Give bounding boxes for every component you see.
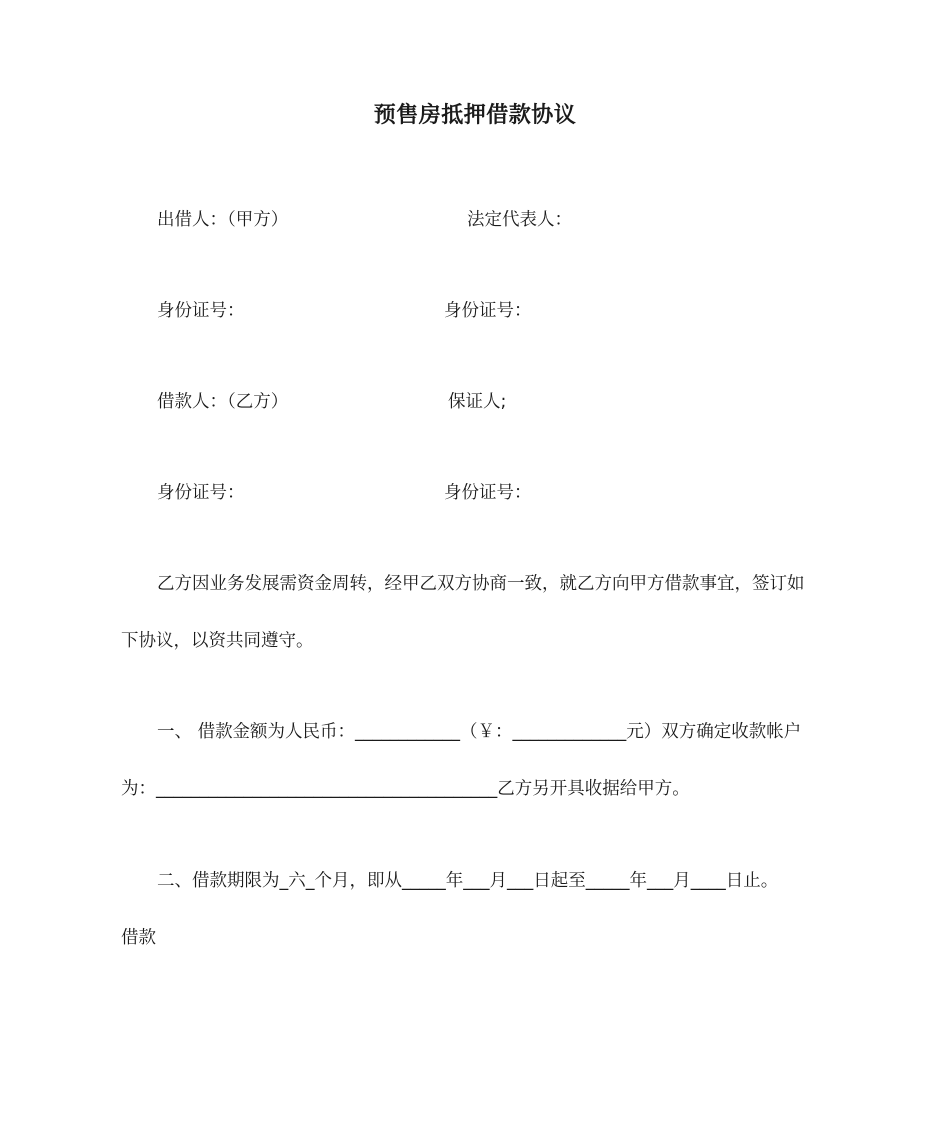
clause-1-line-2: 为：_______________________________________乙方另开具收据给甲方。 [121,779,690,799]
clause-1-line-1: 一、 借款金额为人民币：____________（￥：_____________元）双方确定收款帐户 [157,722,802,742]
lender-label: 出借人：（甲方） [157,210,289,230]
guarantor-label: 保证人; [448,392,507,412]
intro-paragraph-line-1: 乙方因业务发展需资金周转，经甲乙双方协商一致，就乙方向甲方借款事宜，签订如 [157,574,805,594]
clause-2-line-1: 二、借款期限为_六_个月，即从_____年___月___日起至_____年___月____日止。 [157,871,779,891]
legal-rep-label: 法定代表人： [467,210,572,230]
legal-rep-id-label: 身份证号： [444,301,532,321]
borrower-label: 借款人：（乙方） [157,392,289,412]
clause-2-line-2: 借款 [121,928,156,948]
guarantor-id-label: 身份证号： [444,483,532,503]
intro-paragraph-line-2: 下协议，以资共同遵守。 [121,631,314,651]
borrower-id-label: 身份证号： [157,483,245,503]
document-title: 预售房抵押借款协议 [373,103,577,128]
lender-id-label: 身份证号： [157,301,245,321]
